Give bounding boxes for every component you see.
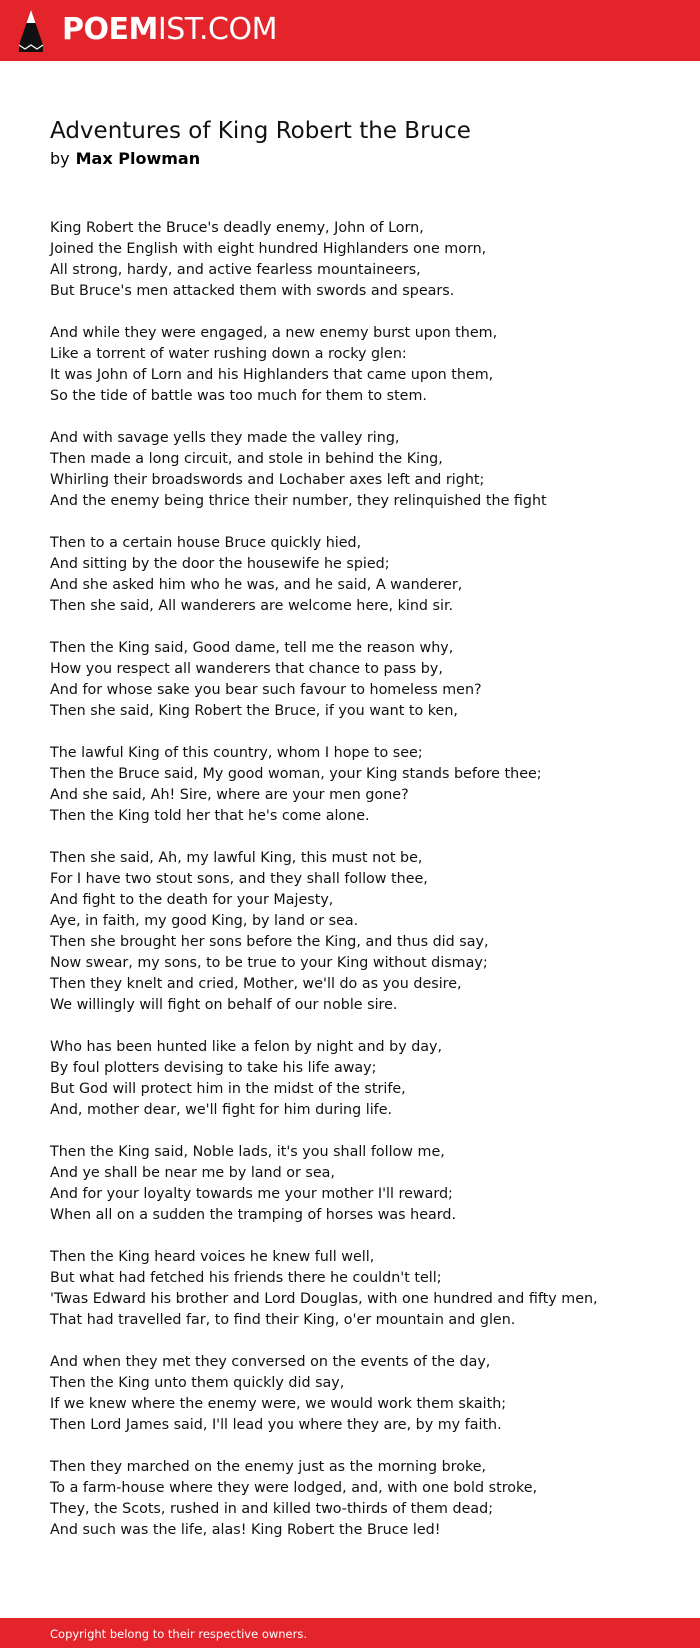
stanza <box>50 638 670 722</box>
site-footer <box>0 1618 700 1648</box>
poem-line: Then Lord James said, I'll lead you where they are, by my faith. <box>50 1417 502 1433</box>
poem-line: The lawful King of this country, whom I hope to see; <box>50 745 423 761</box>
stanza <box>50 323 670 407</box>
logo-light-text: IST.COM <box>157 12 277 47</box>
stanza <box>50 1457 670 1541</box>
poem-line: Then to a certain house Bruce quickly hied, <box>50 535 362 551</box>
poem-line: And such was the life, alas! King Robert the Bruce led! <box>50 1522 441 1538</box>
poem-line: Then the King said, Noble lads, it's you shall follow me, <box>50 1144 445 1160</box>
logo-bold-text: POEM <box>62 12 158 47</box>
poem-line: All strong, hardy, and active fearless mountaineers, <box>50 262 421 278</box>
copyright-text: Copyright belong to their respective owners. <box>50 1627 308 1641</box>
poem-line: Then she said, King Robert the Bruce, if you want to ken, <box>50 703 458 719</box>
poem-line: And sitting by the door the housewife he spied; <box>50 556 390 572</box>
pencil-tip-icon[interactable] <box>18 9 44 52</box>
poem-line: How you respect all wanderers that chance to pass by, <box>50 661 443 677</box>
poem-title: Adventures of King Robert the Bruce <box>50 118 471 144</box>
poem-line: Then they knelt and cried, Mother, we'll do as you desire, <box>50 976 462 992</box>
poem-line: King Robert the Bruce's deadly enemy, John of Lorn, <box>50 220 424 236</box>
poem-line: Then the King told her that he's come alone. <box>50 808 370 824</box>
poem-line: And when they met they conversed on the events of the day, <box>50 1354 491 1370</box>
poem-line: Aye, in faith, my good King, by land or sea. <box>50 913 359 929</box>
poem-line: Then they marched on the enemy just as the morning broke, <box>50 1459 487 1475</box>
poem-line: Then the King heard voices he knew full well, <box>50 1249 375 1265</box>
poem-line: Like a torrent of water rushing down a rocky glen: <box>50 346 407 362</box>
poem-line: By foul plotters devising to take his life away; <box>50 1060 377 1076</box>
poem-line: And for whose sake you bear such favour to homeless men? <box>50 682 482 698</box>
stanza <box>50 1352 670 1436</box>
poem-line: Then the Bruce said, My good woman, your King stands before thee; <box>50 766 542 782</box>
by-label: by <box>50 149 70 168</box>
poem-line: Then the King said, Good dame, tell me the reason why, <box>50 640 454 656</box>
site-logo[interactable] <box>62 11 277 49</box>
poem-line: Then she said, All wanderers are welcome here, kind sir. <box>50 598 454 614</box>
stanza <box>50 1142 670 1226</box>
poem-line: And she said, Ah! Sire, where are your men gone? <box>50 787 409 803</box>
stanza <box>50 743 670 827</box>
stanza <box>50 218 670 302</box>
poem-line: 'Twas Edward his brother and Lord Douglas, with one hundred and fifty men, <box>50 1291 598 1307</box>
poem-line: And fight to the death for your Majesty, <box>50 892 334 908</box>
poem-line: Then made a long circuit, and stole in behind the King, <box>50 451 443 467</box>
poem-line: And while they were engaged, a new enemy burst upon them, <box>50 325 498 341</box>
poem-line: But God will protect him in the midst of the strife, <box>50 1081 406 1097</box>
poem-line: Whirling their broadswords and Lochaber axes left and right; <box>50 472 485 488</box>
stanza <box>50 1247 670 1331</box>
poem-line: Joined the English with eight hundred Highlanders one morn, <box>50 241 487 257</box>
stanza <box>50 533 670 617</box>
poem-line: To a farm-house where they were lodged, and, with one bold stroke, <box>50 1480 538 1496</box>
poem-line: And, mother dear, we'll fight for him during life. <box>50 1102 393 1118</box>
stanza <box>50 428 670 512</box>
poem-line: And the enemy being thrice their number, they relinquished the fight <box>50 493 547 509</box>
poem-line: They, the Scots, rushed in and killed two-thirds of them dead; <box>50 1501 494 1517</box>
poem-line: Who has been hunted like a felon by night and by day, <box>50 1039 443 1055</box>
poem-line: It was John of Lorn and his Highlanders that came upon them, <box>50 367 494 383</box>
poem-line: And ye shall be near me by land or sea, <box>50 1165 335 1181</box>
poem-line: We willingly will fight on behalf of our noble sire. <box>50 997 398 1013</box>
poem-line: And with savage yells they made the valley ring, <box>50 430 400 446</box>
poem-line: If we knew where the enemy were, we would work them skaith; <box>50 1396 507 1412</box>
poem-line: But what had fetched his friends there he couldn't tell; <box>50 1270 442 1286</box>
poem-line: Then the King unto them quickly did say, <box>50 1375 345 1391</box>
stanza <box>50 848 670 1016</box>
poem-line: Then she said, Ah, my lawful King, this must not be, <box>50 850 423 866</box>
poem-line: So the tide of battle was too much for them to stem. <box>50 388 427 404</box>
poem-body <box>50 218 670 1562</box>
poem-line: That had travelled far, to find their King, o'er mountain and glen. <box>50 1312 516 1328</box>
poem-line: When all on a sudden the tramping of horses was heard. <box>50 1207 457 1223</box>
poem-line: And for your loyalty towards me your mother I'll reward; <box>50 1186 453 1202</box>
poem-line: But Bruce's men attacked them with swords and spears. <box>50 283 455 299</box>
poem-line: Then she brought her sons before the King, and thus did say, <box>50 934 489 950</box>
site-header <box>0 0 700 61</box>
author-link[interactable]: Max Plowman <box>75 149 201 168</box>
poem-line: And she asked him who he was, and he said, A wanderer, <box>50 577 463 593</box>
stanza <box>50 1037 670 1121</box>
byline <box>50 148 200 170</box>
poem-line: Now swear, my sons, to be true to your King without dismay; <box>50 955 488 971</box>
poem-line: For I have two stout sons, and they shall follow thee, <box>50 871 428 887</box>
